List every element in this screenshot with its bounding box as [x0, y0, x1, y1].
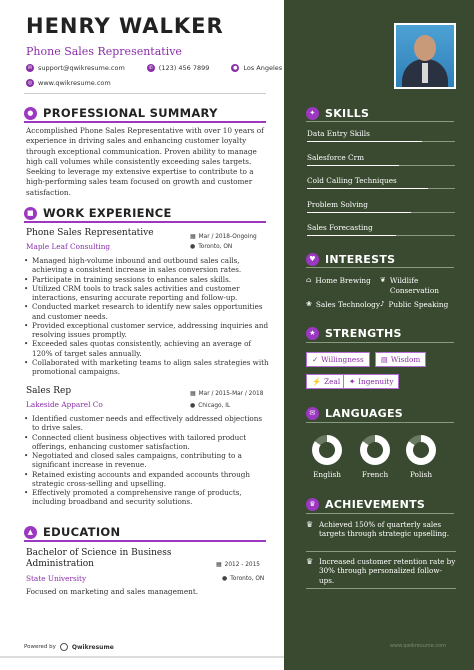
achievements-heading-text: ACHIEVEMENTS	[325, 498, 426, 511]
skill-name: Cold Calling Techniques	[307, 176, 397, 185]
profile-photo	[394, 23, 456, 89]
website-row	[26, 79, 111, 87]
job-1-dates-text: Mar / 2018-Ongoing	[198, 233, 257, 240]
list-item: • Effectively promoted a comprehensive range of products, including broadband and security solutions.	[22, 488, 270, 507]
job-1-dates	[190, 233, 257, 240]
interests-divider	[306, 267, 454, 268]
bolt-icon: ⚡	[312, 377, 322, 386]
list-item: • Negotiated and closed sales campaigns, contributing to a significant increase in revenue.	[22, 451, 270, 470]
language-ring	[360, 435, 390, 465]
phone-icon: ✆	[148, 65, 153, 71]
skill-name: Salesforce Crm	[307, 152, 365, 162]
list-item: • Participate in training sessions to enhance sales skills.	[22, 275, 270, 284]
job-2-bullets	[22, 414, 270, 507]
achievements-heading	[306, 498, 425, 511]
skill-level-track	[411, 212, 455, 213]
trophy-icon: ♛	[306, 498, 319, 511]
job-2-dates-text: Mar / 2015-Mar / 2018	[198, 390, 264, 397]
education-heading	[24, 525, 120, 539]
star-icon: ★	[306, 327, 319, 340]
pin-icon: ●	[190, 402, 196, 409]
skill-level-bar	[307, 212, 411, 213]
job-2-dates	[190, 390, 263, 397]
interests-heading-text: INTERESTS	[325, 253, 396, 266]
footer-brand[interactable]: Qwikresume	[71, 643, 114, 651]
skill-level-bar	[307, 141, 422, 142]
experience-heading	[24, 206, 172, 220]
skill-level-bar	[307, 235, 396, 236]
skill-level-bar	[307, 188, 428, 189]
strengths-divider	[306, 342, 454, 343]
footer-powered: Powered by	[24, 644, 56, 650]
education-school: State University	[26, 574, 87, 583]
job-2-location	[190, 402, 230, 409]
summary-text: Accomplished Phone Sales Representative with over 10 years of experience in driving sales and enhancing customer loyalty through exceptional communication. Proven ability to manage high call volumes while consistently exceeding sales targets. Seeking to leverage my extensive expertise to contribute to a high-performing sales team focused on growth and customer satisfaction.	[26, 126, 264, 197]
strengths-heading	[306, 327, 402, 340]
education-location-text: Toronto, ON	[230, 575, 265, 582]
interest-label: Wildlife Conservation	[389, 276, 439, 295]
language-item	[307, 435, 347, 479]
list-item: • Managed high-volume inbound and outbound sales calls, achieving a consistent increase in sales conversion rates.	[22, 256, 270, 275]
skill-name: Data Entry Skills	[307, 129, 370, 138]
achievement-text: Achieved 150% of quarterly sales targets through strategic upselling.	[319, 520, 449, 539]
skill-level-track	[422, 141, 455, 142]
interest-item	[306, 276, 371, 286]
list-item: • Identified customer needs and effectively addressed objections to drive sales.	[22, 414, 270, 433]
job-2-location-text: Chicago, IL	[198, 402, 231, 409]
interest-item	[380, 300, 448, 310]
bulb-icon: ✦	[306, 107, 319, 120]
list-item: • Exceeded sales quotas consistently, achieving an average of 120% of target sales annually.	[22, 339, 270, 358]
list-item: • Utilized CRM tools to track sales activities and customer interactions, ensuring accurate reporting and follow-up.	[22, 284, 270, 303]
languages-divider	[306, 422, 454, 423]
achievement-divider	[306, 588, 456, 589]
job-1-location	[190, 243, 232, 250]
list-item: • Connected client business objectives with tailored product offerings, enhancing customer satisfaction.	[22, 433, 270, 452]
footer	[24, 643, 114, 651]
languages-heading-text: LANGUAGES	[325, 407, 404, 420]
skill-level-track	[399, 165, 455, 166]
candidate-name: HENRY WALKER	[26, 14, 224, 38]
summary-heading-text: PROFESSIONAL SUMMARY	[43, 106, 218, 120]
header-divider	[24, 93, 266, 94]
chat-icon: ✉	[306, 407, 319, 420]
heart-icon: ♥	[306, 253, 319, 266]
interest-item	[306, 300, 380, 310]
interest-label: Public Speaking	[388, 300, 449, 309]
email-icon: ✉	[27, 65, 33, 71]
language-ring	[312, 435, 342, 465]
language-name: French	[361, 470, 389, 479]
trophy-icon: ♛	[306, 520, 314, 529]
education-degree: Bachelor of Science in Business Administration	[26, 548, 172, 569]
strength-tag	[375, 352, 426, 367]
footer-divider	[0, 656, 284, 658]
education-dates-text: 2012 - 2015	[224, 561, 260, 568]
footer-watermark: www.qwikresume.com	[390, 643, 446, 649]
list-item: • Retained existing accounts and expanded accounts through strategic cross-selling and upselling.	[22, 470, 270, 489]
candidate-title: Phone Sales Representative	[26, 45, 182, 58]
interest-label: Sales Technology	[315, 300, 380, 309]
experience-divider	[24, 221, 266, 223]
language-name: Polish	[409, 470, 433, 479]
strength-label: Zeal	[324, 377, 341, 386]
strength-label: Wisdom	[390, 355, 421, 364]
strength-label: Ingenuity	[358, 377, 394, 386]
qwikresume-logo-icon	[60, 643, 68, 651]
job-1-location-text: Toronto, ON	[198, 243, 233, 250]
language-item	[401, 435, 441, 479]
strength-tag	[343, 374, 399, 389]
education-heading-text: EDUCATION	[43, 525, 121, 539]
education-dates	[216, 561, 260, 568]
graduation-cap-icon: ▲	[24, 526, 37, 539]
mic-icon: ♪	[380, 300, 385, 308]
languages-heading	[306, 407, 403, 420]
summary-heading	[24, 106, 218, 120]
contact-phone[interactable]: (123) 456 7899	[158, 64, 210, 72]
skill-level-track	[428, 188, 455, 189]
pin-icon: ●	[190, 243, 196, 250]
language-ring	[406, 435, 436, 465]
interests-heading	[306, 253, 395, 266]
contact-location: Los Angeles	[243, 64, 283, 72]
skill-level-track	[396, 235, 455, 236]
education-focus: Focused on marketing and sales management.	[26, 587, 199, 596]
calendar-icon: ▦	[216, 561, 222, 568]
thumbs-up-icon: ✓	[312, 355, 319, 364]
job-1-company: Maple Leaf Consulting	[26, 242, 111, 251]
list-item: • Conducted market research to identify new sales opportunities and customer needs.	[22, 302, 270, 321]
avatar	[396, 25, 454, 87]
skills-divider	[306, 121, 454, 122]
experience-heading-text: WORK EXPERIENCE	[43, 206, 172, 220]
language-item	[355, 435, 395, 479]
strength-tag	[306, 352, 370, 367]
pin-icon: ●	[222, 575, 228, 582]
skill-level-bar	[307, 165, 399, 166]
globe-icon: ◎	[27, 80, 33, 86]
language-name: English	[313, 470, 341, 479]
leaf-icon: ❦	[380, 276, 386, 284]
job-2-company: Lakeside Apparel Co	[26, 400, 103, 409]
summary-divider	[24, 121, 266, 123]
skill-name: Sales Forecasting	[307, 223, 373, 232]
paw-icon: ❀	[306, 300, 312, 308]
calendar-icon: ▦	[190, 390, 196, 397]
strength-tag	[306, 374, 346, 389]
skill-name: Problem Solving	[307, 199, 368, 209]
job-2-role: Sales Rep	[26, 386, 72, 396]
achievement-item	[306, 557, 456, 585]
contact-email[interactable]: support@qwikresume.com	[38, 64, 125, 72]
achievement-divider	[306, 551, 456, 552]
contact-website[interactable]: www.qwikresume.com	[38, 79, 111, 87]
list-item: • Collaborated with marketing teams to align sales strategies with promotional campaigns.	[22, 358, 270, 377]
skills-heading	[306, 107, 369, 120]
interest-item	[380, 276, 456, 295]
location-icon: ●	[233, 65, 238, 71]
briefcase-icon: ■	[24, 207, 37, 220]
strengths-heading-text: STRENGTHS	[325, 327, 402, 340]
home-icon: ⌂	[306, 276, 312, 284]
list-item: • Provided exceptional customer service, addressing inquiries and resolving issues promptly.	[22, 321, 270, 340]
education-location	[222, 575, 264, 582]
job-1-bullets	[22, 256, 270, 376]
book-icon: ▤	[381, 355, 388, 364]
achievement-text: Increased customer retention rate by 30% through personalized follow-ups.	[319, 557, 456, 585]
education-divider	[24, 540, 266, 542]
skills-heading-text: SKILLS	[325, 107, 370, 120]
trophy-icon: ♛	[306, 557, 314, 566]
achievements-divider	[306, 513, 454, 514]
job-1-role: Phone Sales Representative	[26, 228, 154, 238]
interest-label: Home Brewing	[315, 276, 371, 285]
strength-label: Willingness	[321, 355, 364, 364]
contact-row	[26, 64, 282, 72]
bulb-icon: ✦	[349, 377, 356, 386]
user-icon: ●	[24, 107, 37, 120]
calendar-icon: ▦	[190, 233, 196, 240]
achievement-item	[306, 520, 456, 539]
